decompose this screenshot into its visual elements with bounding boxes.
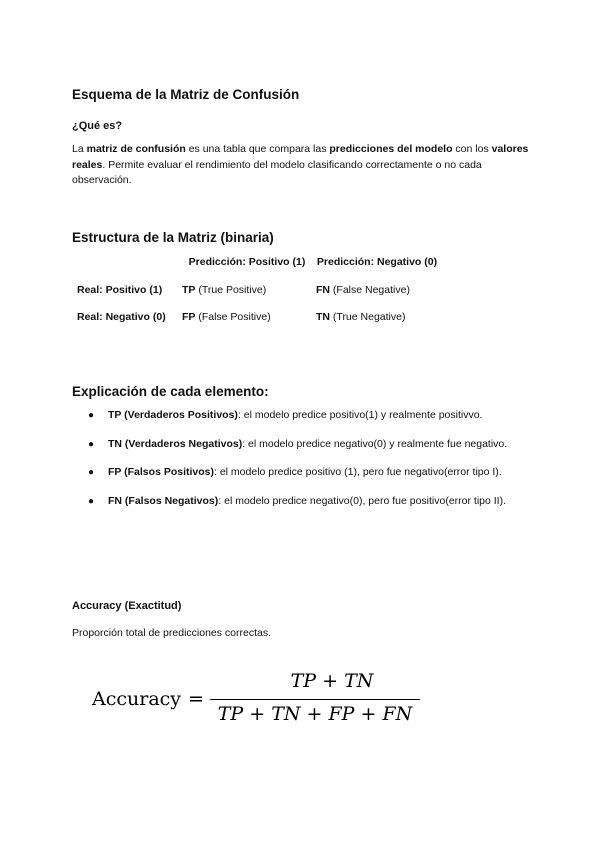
table-cell — [312, 284, 442, 311]
section-heading-what: ¿Qué es? — [72, 120, 123, 132]
cell-abbr: FN — [316, 284, 330, 296]
table-header-row — [72, 255, 442, 284]
section-heading-structure: Estructura de la Matriz (binaria) — [72, 230, 274, 245]
explanation-list — [88, 408, 528, 522]
cell-text: (True Negative) — [330, 311, 406, 323]
formula-equals: = — [188, 688, 204, 710]
table-cell — [182, 284, 312, 311]
definition-bold-term: matriz de confusión — [86, 143, 186, 155]
table-cell — [312, 311, 442, 323]
table-cell — [182, 311, 312, 323]
list-item-desc: : el modelo predice negativo(0), pero fue positivo(error tipo II). — [218, 494, 507, 507]
formula-denominator: TP + TN + FP + FN — [217, 703, 413, 725]
confusion-matrix-table — [72, 255, 442, 323]
table-corner-cell — [72, 255, 182, 284]
definition-bold-term: valores reales — [72, 143, 529, 171]
definition-bold-term: predicciones del modelo — [329, 143, 453, 155]
list-item-desc: : el modelo predice positivo (1), pero fue negativo(error tipo I). — [214, 466, 502, 478]
page-title: Esquema de la Matriz de Confusión — [72, 87, 300, 102]
definition-text: con los — [452, 143, 492, 155]
formula-numerator: TP + TN — [290, 670, 374, 692]
list-item-term: FP (Falsos Positivos) — [108, 466, 214, 478]
cell-text: (False Negative) — [330, 284, 410, 296]
bullet-icon: ● — [88, 467, 95, 478]
definition-text: La — [72, 143, 87, 155]
table-row — [72, 284, 442, 311]
row-header: Real: Positivo (1) — [77, 284, 163, 296]
definition-text: es una tabla que compara las — [185, 143, 330, 155]
list-item — [88, 465, 528, 481]
cell-abbr: FP — [182, 311, 196, 323]
cell-text: (True Positive) — [195, 284, 267, 296]
cell-text: (False Positive) — [195, 311, 271, 323]
definition-text: . Permite evaluar el rendimiento del modelo clasificando correctamente o no cada observación. — [72, 158, 482, 186]
accuracy-formula — [92, 670, 432, 730]
list-item — [88, 437, 528, 453]
column-header-positive: Predicción: Positivo (1) — [188, 256, 306, 268]
bullet-icon: ● — [88, 495, 95, 507]
accuracy-description: Proporción total de predicciones correctas. — [72, 627, 272, 639]
definition-paragraph — [72, 142, 532, 189]
list-item-term: FN (Falsos Negativos) — [108, 494, 219, 507]
list-item — [88, 494, 528, 510]
table-row — [72, 311, 442, 323]
cell-abbr: TP — [182, 284, 196, 296]
list-item-term: TN (Verdaderos Negativos) — [108, 437, 243, 450]
list-item-term: TP (Verdaderos Positivos) — [108, 409, 238, 421]
bullet-icon: ● — [88, 410, 95, 421]
list-item — [88, 408, 528, 424]
section-heading-explanation: Explicación de cada elemento: — [72, 384, 269, 399]
formula-lhs: Accuracy — [92, 688, 182, 710]
cell-abbr: TN — [316, 311, 330, 323]
list-item-desc: : el modelo predice negativo(0) y realmente fue negativo. — [242, 437, 508, 450]
section-heading-accuracy: Accuracy (Exactitud) — [72, 600, 182, 612]
list-item-desc: : el modelo predice positivo(1) y realmente positivvo. — [237, 409, 483, 421]
fraction-bar — [210, 699, 420, 700]
row-header: Real: Negativo (0) — [77, 311, 166, 323]
column-header-negative: Predicción: Negativo (0) — [316, 256, 438, 268]
bullet-icon: ● — [88, 438, 95, 450]
